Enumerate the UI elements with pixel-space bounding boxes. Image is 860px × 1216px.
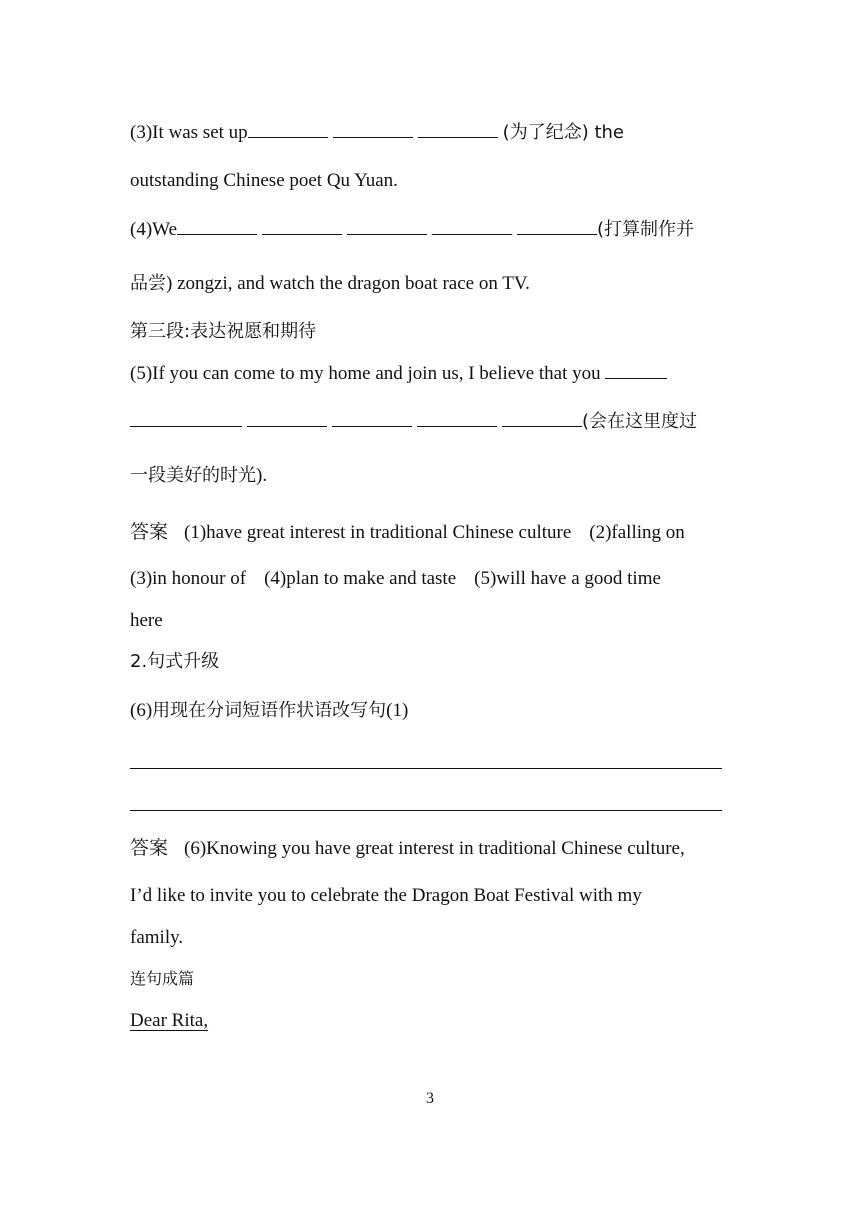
answer-label: 答案 [130,521,169,543]
answer-blank [130,410,242,427]
q6-num: (6) [130,700,153,721]
answer-2: (2)falling on [589,522,685,543]
answer-blank [605,362,667,379]
q4-prefix: (4)We [130,219,177,240]
answer-blank [177,218,257,235]
q5-line3-rest: ). [256,465,268,486]
answer-6-line-2: I’d like to invite you to celebrate the Dragon Boat Festival with my [130,885,642,906]
q3-prefix: (3)It was set up [130,122,248,143]
writing-line [130,810,722,811]
answer-blank [247,410,327,427]
answer-4: (4)plan to make and taste [264,568,457,589]
question-5-line-2 [130,410,697,434]
section-2-heading: 2.句式升级 [130,651,220,672]
q4-line2-rest: ) zongzi, and watch the dragon boat race on TV. [166,273,530,294]
q5-line1: (5)If you can come to my home and join us, I believe that you [130,363,606,384]
question-5-line-3 [130,464,267,488]
answer-3: (3)in honour of [130,568,247,589]
q5-hint: (会在这里度过 [582,411,698,432]
question-4-line-1 [130,218,694,242]
writing-line [130,768,722,769]
answer-blank [418,121,498,138]
q4-hint: (打算制作并 [597,219,695,240]
answer-blank [517,218,597,235]
answer-blank [347,218,427,235]
q3-line-2: outstanding Chinese poet Qu Yuan. [130,170,398,191]
answer-2-line-1 [130,836,685,861]
lianju-heading: 连句成篇 [130,969,195,988]
q6-instruction: 用现在分词短语作状语改写句 [152,700,387,721]
page-number: 3 [426,1090,434,1107]
answer-blank [502,410,582,427]
answer-6-line-1: (6)Knowing you have great interest in traditional Chinese culture, [184,838,685,859]
greeting-line [130,1009,208,1033]
letter-greeting: Dear Rita, [130,1010,209,1031]
answer-5: (5)will have a good time [474,568,661,589]
section-3-heading: 第三段:表达祝愿和期待 [130,321,317,342]
answer-1-line-1 [130,520,685,545]
answer-blank [417,410,497,427]
answer-6-line-3: family. [130,927,184,948]
question-6 [130,699,408,723]
answer-blank [432,218,512,235]
answer-label: 答案 [130,837,169,859]
q3-hint: (为了纪念) the [502,122,624,143]
answer-1: (1)have great interest in traditional Chinese culture [184,522,572,543]
answer-blank [333,121,413,138]
q5-line3-cjk: 一段美好的时光 [130,465,256,486]
question-3-line-1 [130,121,624,145]
answer-blank [332,410,412,427]
question-4-line-2 [130,272,530,296]
q4-line2-cjk: 品尝 [130,273,166,294]
answer-blank [248,121,328,138]
answer-1-line-2 [130,567,661,591]
answer-blank [262,218,342,235]
question-5-line-1 [130,362,667,386]
answer-5-continuation: here [130,610,163,631]
q6-ref: (1) [386,700,409,721]
